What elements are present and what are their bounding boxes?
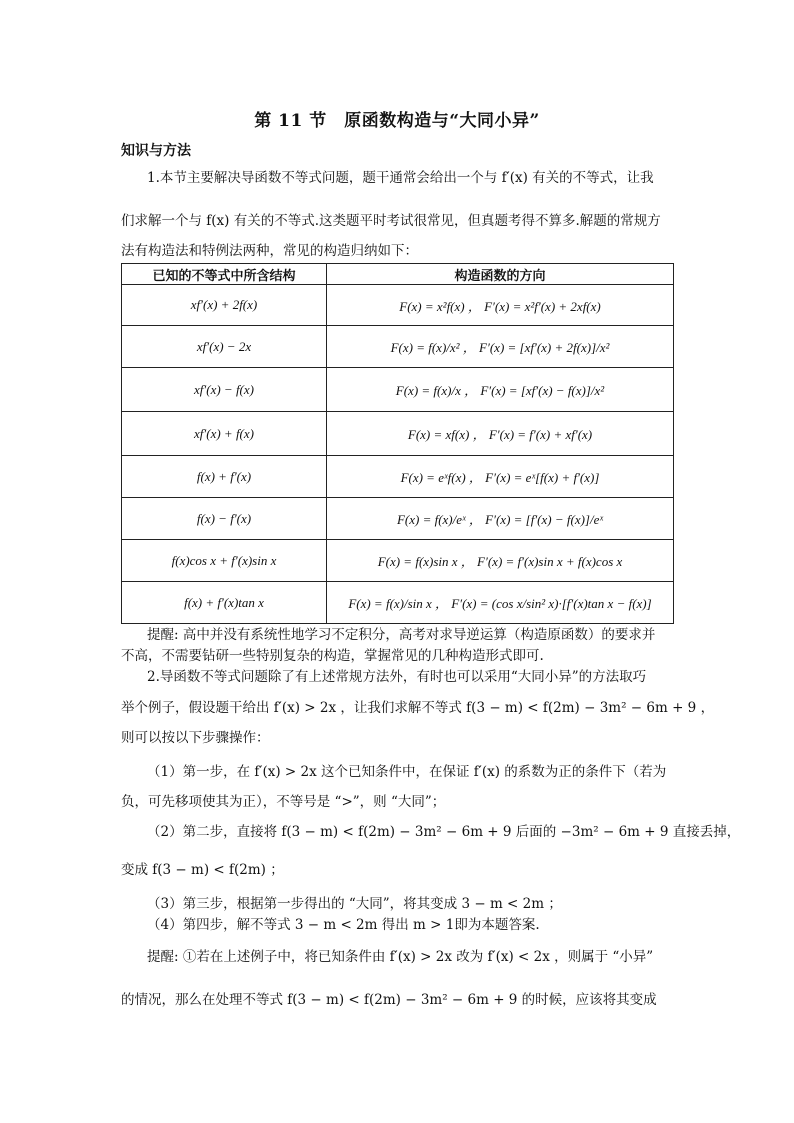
structure-cell: xf′(x) + f(x) [122,412,327,456]
structure-cell: f(x) + f′(x) [122,456,327,498]
step-1-line-2: 负，可先移项使其为正），不等号是 “>”，则 “大同”； [121,794,446,810]
structure-cell: f(x)cos x + f′(x)sin x [122,540,327,582]
table-row [122,412,674,456]
table-row [122,540,674,582]
structure-cell: xf′(x) + 2f(x) [122,285,327,326]
construction-cell: F(x) = xf(x) ， F′(x) = f′(x) + xf′(x) [327,412,674,456]
section-heading: 知识与方法 [121,143,191,159]
structure-cell: f(x) − f′(x) [122,498,327,540]
structure-cell: f(x) + f′(x)tan x [122,582,327,624]
construction-cell: F(x) = f(x)sin x ， F′(x) = f′(x)sin x + f(x)cos x [327,540,674,582]
structure-cell: xf′(x) − f(x) [122,368,327,412]
construction-cell: F(x) = f(x)/x² ， F′(x) = [xf′(x) + 2f(x)]/x² [327,326,674,368]
paragraph-1-line-1: 1.本节主要解决导函数不等式问题，题干通常会给出一个与 f′(x) 有关的不等式，让我 [147,170,654,186]
header-construction: 构造函数的方向 [327,264,674,285]
reminder-1-line-1: 提醒: 高中并没有系统性地学习不定积分，高考对求导逆运算（构造原函数）的要求并 [147,627,656,643]
construction-cell: F(x) = f(x)/eˣ ， F′(x) = [f′(x) − f(x)]/eˣ [327,498,674,540]
step-3: （3）第三步，根据第一步得出的 “大同”，将其变成 3 − m < 2m ； [147,896,562,912]
construction-cell: F(x) = eˣf(x) ， F′(x) = eˣ[f(x) + f′(x)] [327,456,674,498]
step-2-line-2: 变成 f(3 − m) < f(2m) ； [121,862,284,878]
step-2-line-1: （2）第二步，直接将 f(3 − m) < f(2m) − 3m² − 6m + 9 后面的 −3m² − 6m + 9 直接丢掉， [147,824,741,840]
construction-cell: F(x) = f(x)/sin x ， F′(x) = (cos x/sin² x)·[f′(x)tan x − f(x)] [327,582,674,624]
table-row [122,582,674,624]
construction-cell: F(x) = f(x)/x ， F′(x) = [xf′(x) − f(x)]/x² [327,368,674,412]
paragraph-2-line-2: 举个例子，假设题干给出 f′(x) > 2x ，让我们求解不等式 f(3 − m) < f(2m) − 3m² − 6m + 9 ， [121,700,715,716]
step-4: （4）第四步，解不等式 3 − m < 2m 得出 m > 1即为本题答案. [147,917,540,933]
table-header-row [122,264,674,285]
construction-table [121,263,674,624]
construction-cell: F(x) = x²f(x) ， F′(x) = x²f′(x) + 2xf(x) [327,285,674,326]
page-title: 第 11 节 原函数构造与“大同小异” [254,111,540,131]
table-row [122,456,674,498]
paragraph-1-line-2: 们求解一个与 f(x) 有关的不等式.这类题平时考试很常见，但真题考得不算多.解题的常规方 [121,213,661,229]
table-row [122,326,674,368]
paragraph-1-line-3: 法有构造法和特例法两种，常见的构造归纳如下： [121,243,418,259]
structure-cell: xf′(x) − 2x [122,326,327,368]
table-row [122,285,674,326]
step-1-line-1: （1）第一步，在 f′(x) > 2x 这个已知条件中，在保证 f′(x) 的系数为正的条件下（若为 [147,764,667,780]
table-row [122,368,674,412]
header-structure: 已知的不等式中所含结构 [122,264,327,285]
paragraph-2-line-3: 则可以按以下步骤操作： [121,730,270,746]
reminder-1-line-2: 不高，不需要钻研一些特别复杂的构造，掌握常见的几种构造形式即可. [121,648,544,664]
reminder-2-line-2: 的情况，那么在处理不等式 f(3 − m) < f(2m) − 3m² − 6m + 9 的时候，应该将其变成 [121,992,657,1008]
reminder-2-line-1: 提醒: ①若在上述例子中，将已知条件由 f′(x) > 2x 改为 f′(x) < 2x ，则属于 “小异” [147,949,654,965]
paragraph-2-line-1: 2.导函数不等式问题除了有上述常规方法外，有时也可以采用“大同小异”的方法取巧 [147,669,647,685]
table-row [122,498,674,540]
